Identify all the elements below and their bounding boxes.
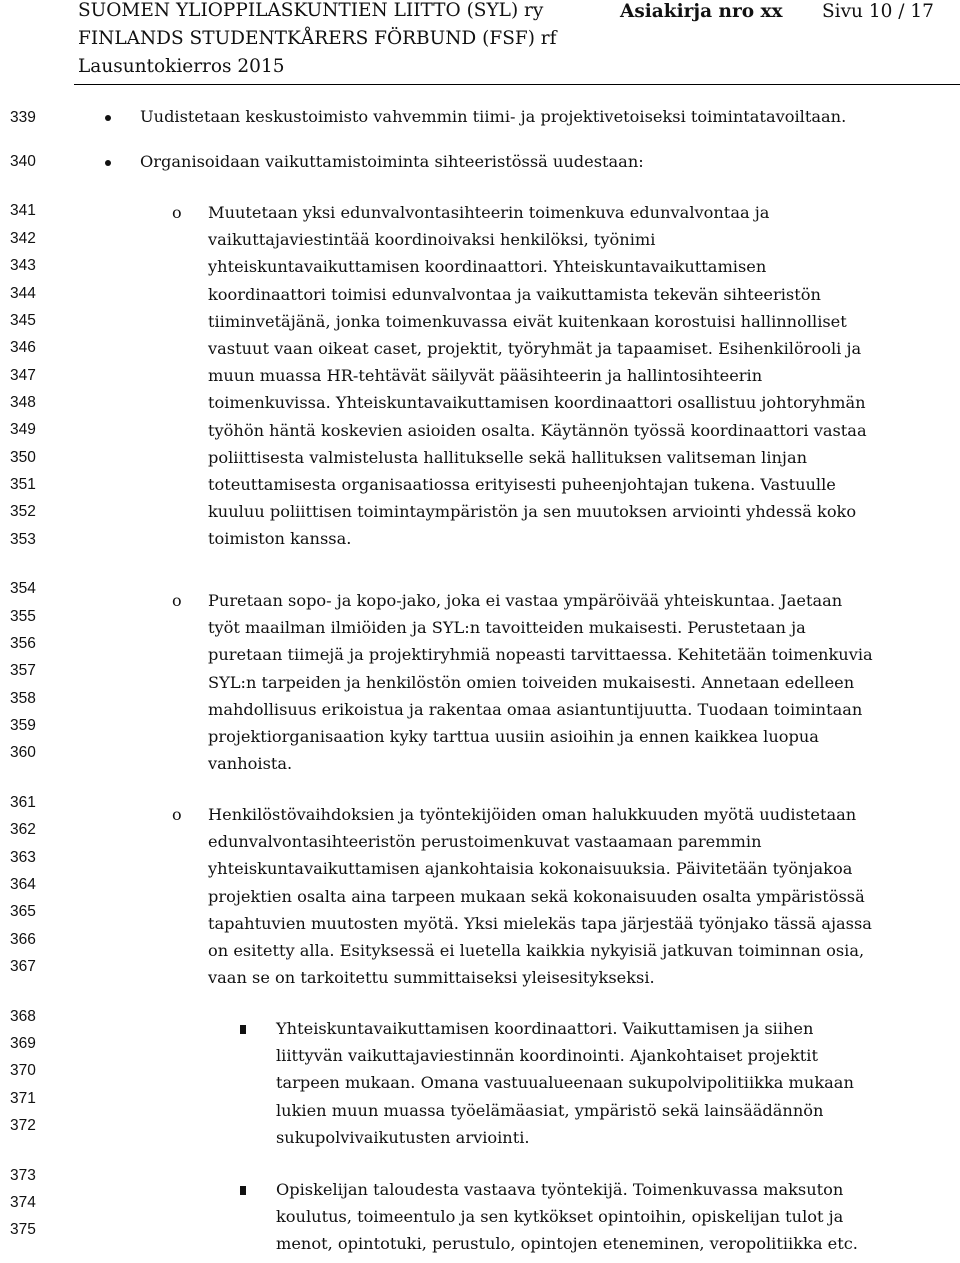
text-line: tiiminvetäjänä, jonka toimenkuvassa eivät kuitenkaan korostuisi hallinnolliset xyxy=(208,311,847,331)
line-number: 368 xyxy=(10,1008,36,1025)
sub-item-sopo-kopo xyxy=(208,587,873,777)
sub-bullet-marker: o xyxy=(172,203,182,222)
line-number: 346 xyxy=(10,339,36,356)
text-line: tapahtuvien muutosten myötä. Yksi mielekäs tapa järjestää työnjako tässä ajassa xyxy=(208,913,872,933)
bullet-dot xyxy=(105,115,111,121)
text-line: tarpeen mukaan. Omana vastuualueenaan sukupolvipolitiikka mukaan xyxy=(276,1073,854,1093)
text-line: sukupolvivaikutusten arviointi. xyxy=(276,1127,530,1147)
line-number: 364 xyxy=(10,876,36,893)
line-number: 341 xyxy=(10,202,36,219)
line-number: 355 xyxy=(10,608,36,625)
line-number: 354 xyxy=(10,580,36,597)
line-number: 352 xyxy=(10,503,36,520)
line-number: 356 xyxy=(10,635,36,652)
line-number: 372 xyxy=(10,1117,36,1134)
text-line: Henkilöstövaihdoksien ja työntekijöiden oman halukkuuden myötä uudistetaan xyxy=(208,805,857,824)
text-line: Muutetaan yksi edunvalvontasihteerin toimenkuva edunvalvontaa ja xyxy=(208,203,770,222)
text-line: edunvalvontasihteeristön perustoimenkuvat vastaamaan paremmin xyxy=(208,832,762,852)
page-number: Sivu 10 / 17 xyxy=(822,1,934,22)
text-line: vanhoista. xyxy=(208,754,293,774)
text-line: koordinaattori toimisi edunvalvontaa ja vaikuttamista tekevän sihteeristön xyxy=(208,284,821,304)
org-name-finnish: SUOMEN YLIOPPILASKUNTIEN LIITTO (SYL) ry xyxy=(78,0,544,21)
text-line: vaan se on tarkoitettu summittaiseksi yleisesitykseksi. xyxy=(208,968,655,988)
line-number: 360 xyxy=(10,744,36,761)
line-number: 363 xyxy=(10,849,36,866)
consultation-round: Lausuntokierros 2015 xyxy=(78,56,285,77)
text-line: SYL:n tarpeiden ja henkilöstön omien toiveiden mukaisesti. Annetaan edelleen xyxy=(208,672,855,692)
line-number: 340 xyxy=(10,153,36,170)
line-number: 347 xyxy=(10,367,36,384)
line-number: 375 xyxy=(10,1221,36,1238)
text-line: yhteiskuntavaikuttamisen koordinaattori. Yhteiskuntavaikuttamisen xyxy=(208,257,767,277)
line-number: 366 xyxy=(10,931,36,948)
line-number: 361 xyxy=(10,794,36,811)
text-line: toimiston kanssa. xyxy=(208,529,352,549)
bullet-dot xyxy=(105,160,111,166)
line-number: 353 xyxy=(10,531,36,548)
sub-bullet-marker: o xyxy=(172,805,182,824)
sub-item-henkilostovaihdokset xyxy=(208,801,872,991)
sub-item-coordinator xyxy=(208,199,867,553)
line-number: 350 xyxy=(10,449,36,466)
text-line: on esitetty alla. Esityksessä ei luetella kaikkia nykyisiä jatkuvan toiminnan osia, xyxy=(208,941,865,961)
page-header xyxy=(0,0,960,80)
line-number: 351 xyxy=(10,476,36,493)
square-bullet xyxy=(240,1186,246,1195)
line-number: 362 xyxy=(10,821,36,838)
line-number: 367 xyxy=(10,958,36,975)
line-number: 349 xyxy=(10,421,36,438)
bullet-keskustoimisto: Uudistetaan keskustoimisto vahvemmin tiimi- ja projektivetoiseksi toimintatavoiltaan. xyxy=(140,107,847,126)
org-name-swedish: FINLANDS STUDENTKÅRERS FÖRBUND (FSF) rf xyxy=(78,28,557,49)
document-number: Asiakirja nro xx xyxy=(620,1,783,22)
line-number: 374 xyxy=(10,1194,36,1211)
text-line: projektien osalta aina tarpeen mukaan sekä kokonaisuuden osalta ympäristössä xyxy=(208,886,865,906)
role-coordinator xyxy=(276,1015,854,1151)
text-line: Opiskelijan taloudesta vastaava työntekijä. Toimenkuvassa maksuton xyxy=(276,1180,844,1199)
text-line: toimenkuvissa. Yhteiskuntavaikuttamisen koordinaattori osallistuu johtoryhmän xyxy=(208,393,866,413)
line-number: 358 xyxy=(10,690,36,707)
text-line: poliittisesta valmistelusta hallitukselle sekä hallituksen valitseman linjan xyxy=(208,447,808,467)
text-line: työt maailman ilmiöiden ja SYL:n tavoitteiden mukaisesti. Perustetaan ja xyxy=(208,618,806,638)
line-number: 371 xyxy=(10,1090,36,1107)
line-number: 370 xyxy=(10,1062,36,1079)
text-line: puretaan tiimejä ja projektiryhmiä nopeasti tarvittaessa. Kehitetään toimenkuvia xyxy=(208,645,873,665)
text-line: lukien muun muassa työelämäasiat, ympäristö sekä lainsäädännön xyxy=(276,1100,824,1120)
text-line: liittyvän vaikuttajaviestinnän koordinointi. Ajankohtaiset projektit xyxy=(276,1046,818,1066)
text-line: toteuttamisesta organisaatiossa erityisesti puheenjohtajan tukena. Vastuulle xyxy=(208,475,836,495)
text-line: kuuluu poliittisen toimintaympäristön ja sen muutoksen arviointi yhdessä koko xyxy=(208,502,857,522)
line-number: 342 xyxy=(10,230,36,247)
text-line: vaikuttajaviestintää koordinoivaksi henkilöksi, työnimi xyxy=(208,230,656,250)
text-line: muun muassa HR-tehtävät säilyvät pääsihteerin ja hallintosihteerin xyxy=(208,366,763,386)
line-number: 365 xyxy=(10,903,36,920)
line-number: 357 xyxy=(10,662,36,679)
line-number: 339 xyxy=(10,109,36,126)
header-divider xyxy=(74,84,960,85)
line-number: 369 xyxy=(10,1035,36,1052)
sub-bullet-marker: o xyxy=(172,591,182,610)
text-line: koulutus, toimeentulo ja sen kytkökset opintoihin, opiskelijan tulot ja xyxy=(276,1207,844,1227)
text-line: yhteiskuntavaikuttamisen ajankohtaisia kokonaisuuksia. Päivitetään työnjakoa xyxy=(208,859,853,879)
square-bullet xyxy=(240,1025,246,1034)
line-number: 359 xyxy=(10,717,36,734)
text-line: vastuut vaan oikeat caset, projektit, työryhmät ja tapaamiset. Esihenkilörooli ja xyxy=(208,339,862,359)
line-number: 348 xyxy=(10,394,36,411)
role-student-economy xyxy=(276,1176,858,1258)
text-line: projektiorganisaation kyky tarttua uusiin asioihin ja ennen kaikkea luopua xyxy=(208,727,819,747)
line-number: 344 xyxy=(10,285,36,302)
text-line: mahdollisuus erikoistua ja rakentaa omaa asiantuntijuutta. Tuodaan toimintaan xyxy=(208,699,863,719)
text-line: Puretaan sopo- ja kopo-jako, joka ei vastaa ympäröivää yhteiskuntaa. Jaetaan xyxy=(208,591,843,610)
line-number: 373 xyxy=(10,1167,36,1184)
text-line: Yhteiskuntavaikuttamisen koordinaattori. Vaikuttamisen ja siihen xyxy=(276,1019,814,1038)
line-number: 343 xyxy=(10,257,36,274)
text-line: menot, opintotuki, perustulo, opintojen eteneminen, veropolitiikka etc. xyxy=(276,1234,858,1254)
bullet-organisoidaan: Organisoidaan vaikuttamistoiminta sihteeristössä uudestaan: xyxy=(140,152,644,171)
text-line: työhön häntä koskevien asioiden osalta. Käytännön työssä koordinaattori vastaa xyxy=(208,420,867,440)
line-number: 345 xyxy=(10,312,36,329)
